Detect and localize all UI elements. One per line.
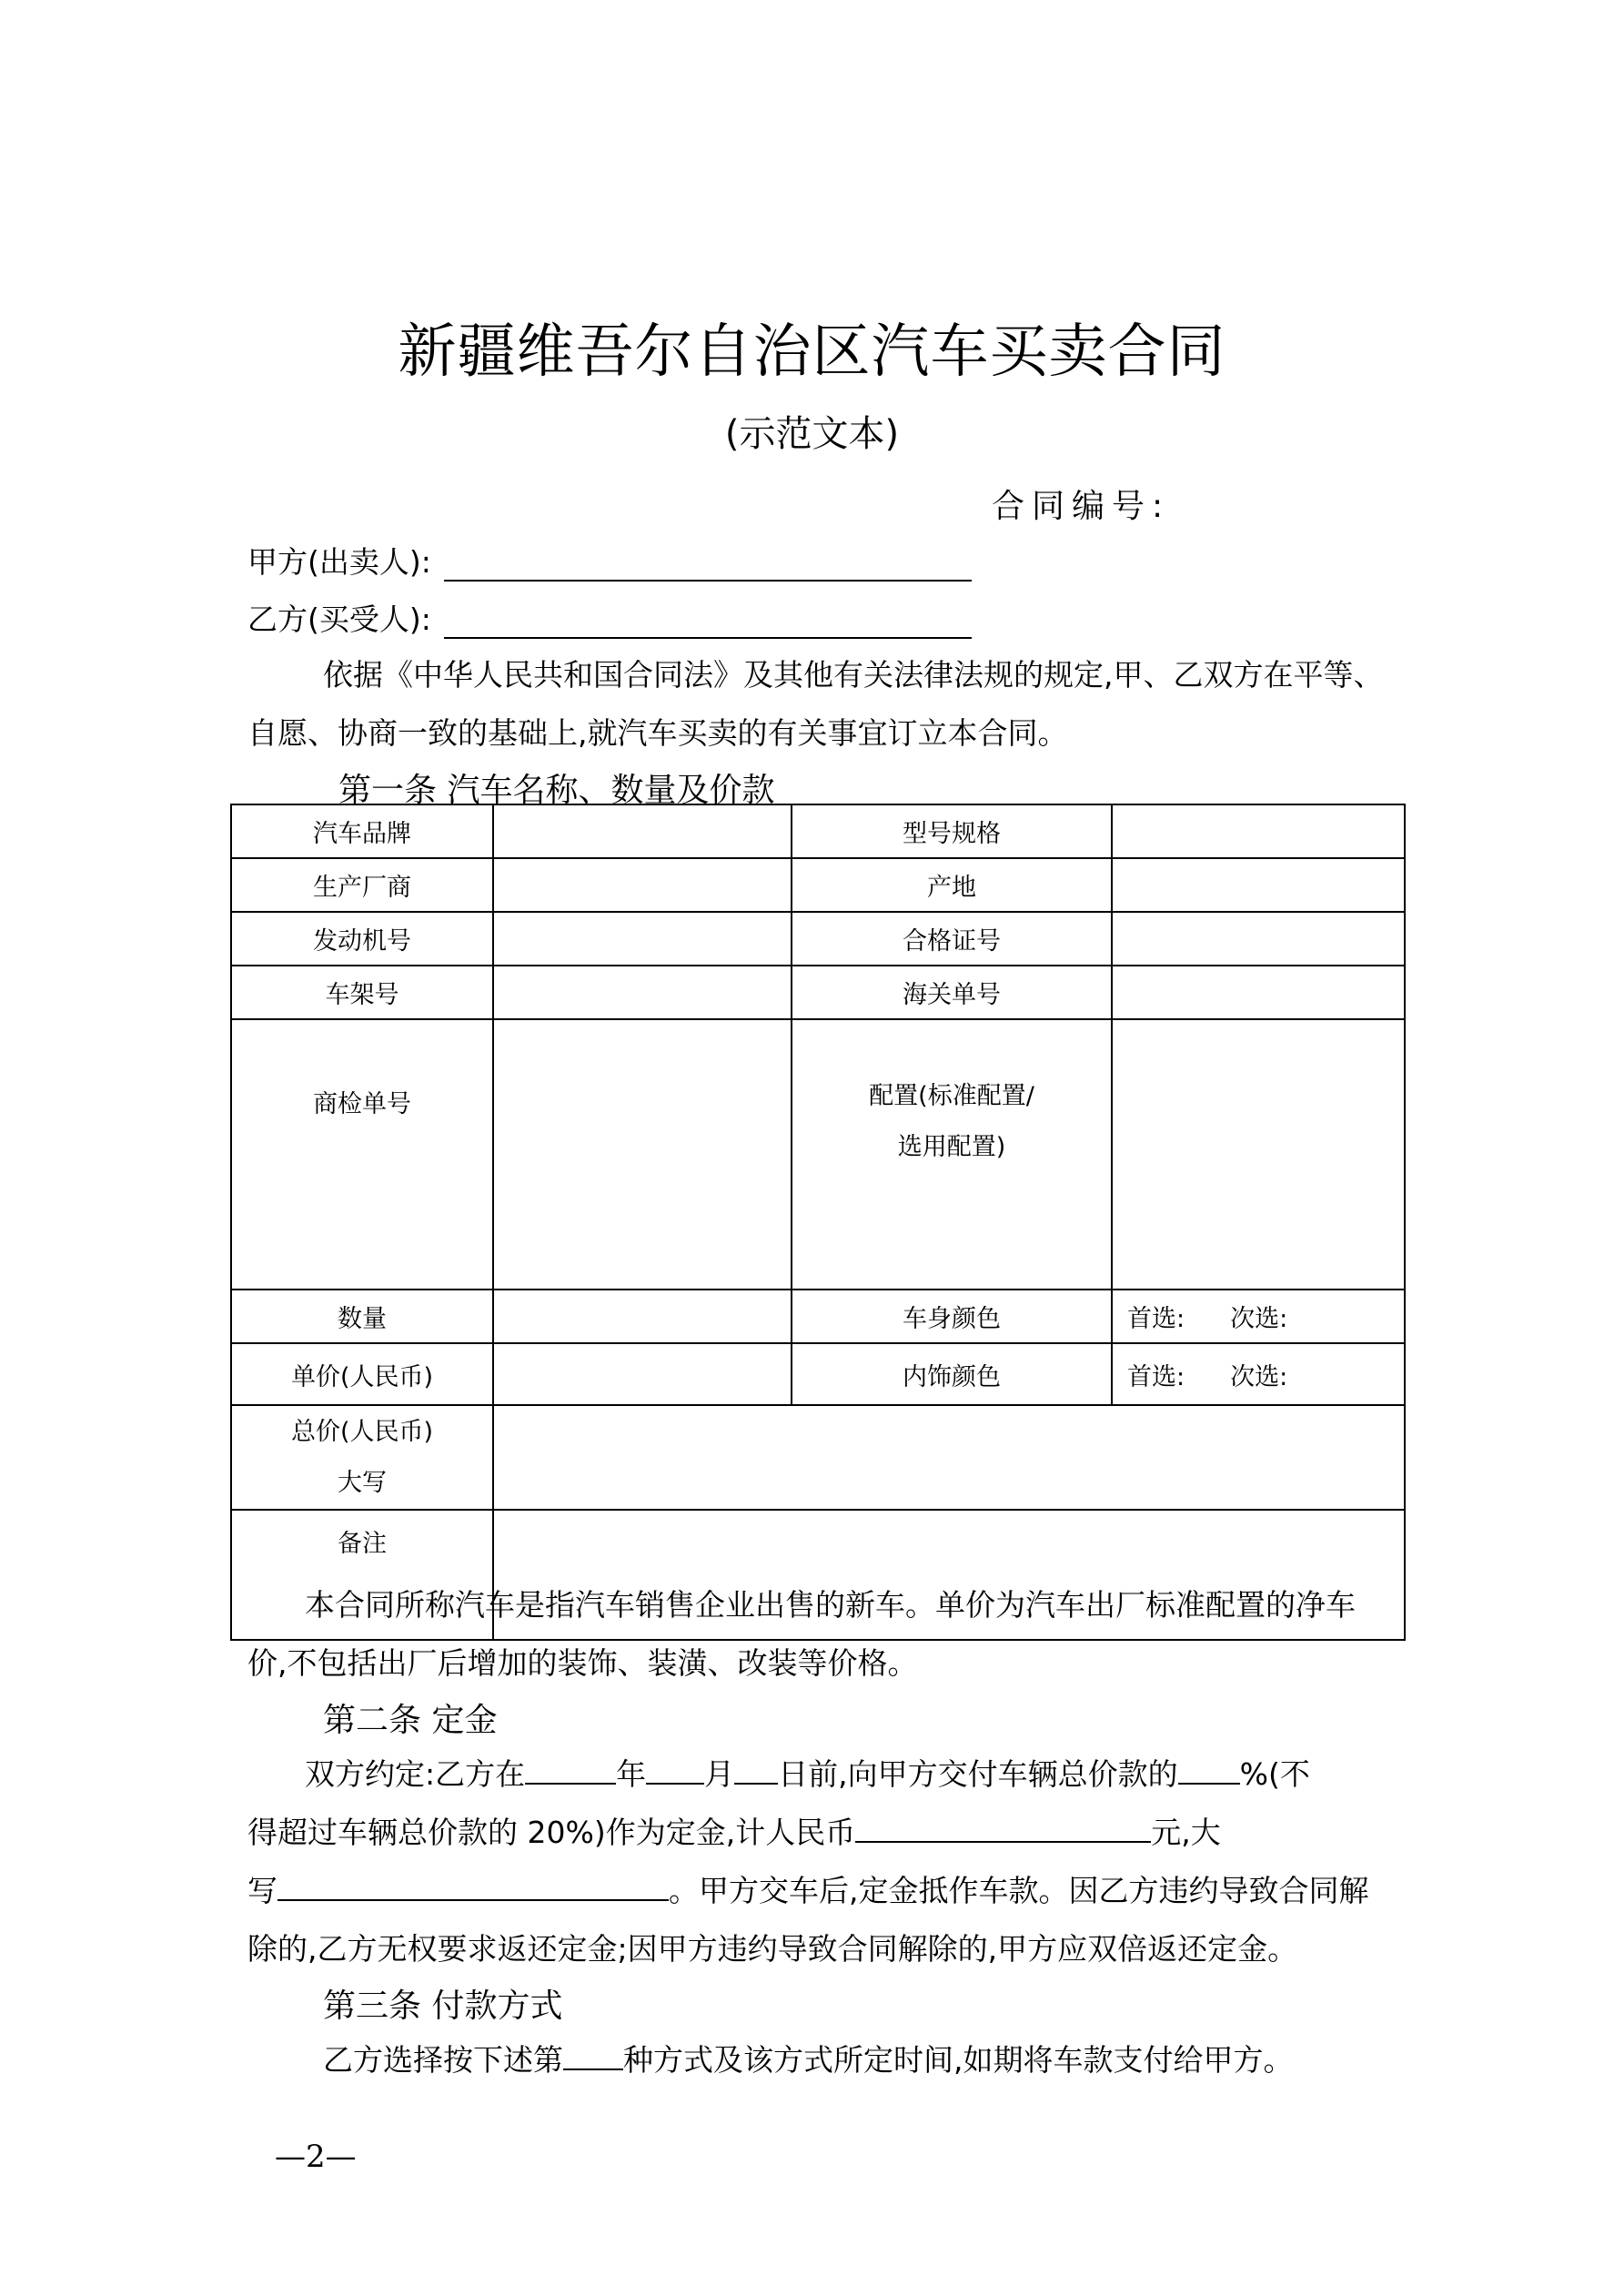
vehicle-spec-table (230, 804, 1406, 1641)
customs-no-label: 海关单号 (792, 966, 1112, 1019)
total-price-label (231, 1405, 493, 1510)
total-price-value[interactable] (493, 1405, 1405, 1510)
article-2-line-4: 除的,乙方无权要求返还定金;因甲方违约导致合同解除的,甲方应双倍返还定金。 (247, 1931, 1298, 1967)
interior-color-label: 内饰颜色 (792, 1343, 1112, 1405)
text: %(不 (1239, 1756, 1310, 1792)
body-color-label: 车身颜色 (792, 1290, 1112, 1343)
total-price-label-line-1: 总价(人民币) (290, 1417, 434, 1446)
article-2-line-1 (305, 1745, 1310, 1804)
origin-label: 产地 (792, 858, 1112, 912)
unit-price-label: 单价(人民币) (231, 1343, 493, 1405)
interior-color-value[interactable] (1112, 1343, 1405, 1405)
party-b-blank[interactable] (444, 610, 972, 639)
document-subtitle: (示范文本) (724, 413, 900, 455)
deposit-year-blank[interactable] (525, 1755, 616, 1785)
table-row (231, 858, 1405, 912)
model-value[interactable] (1112, 804, 1405, 858)
deposit-amount-words-blank[interactable] (277, 1872, 669, 1901)
text: 双方约定:乙方在 (305, 1756, 526, 1792)
config-value[interactable] (1112, 1019, 1405, 1290)
party-a-blank[interactable] (444, 552, 972, 582)
body-color-second-choice: 次选: (1230, 1305, 1288, 1333)
text: 元,大 (1151, 1815, 1221, 1850)
table-row (231, 1019, 1405, 1290)
body-color-first-choice: 首选: (1127, 1305, 1185, 1333)
interior-color-second-choice: 次选: (1230, 1362, 1288, 1391)
text: 种方式及该方式所定时间,如期将车款支付给甲方。 (623, 2042, 1294, 2078)
unit-price-value[interactable] (493, 1343, 792, 1405)
customs-no-value[interactable] (1112, 966, 1405, 1019)
intro-line-2: 自愿、协商一致的基础上,就汽车买卖的有关事宜订立本合同。 (247, 715, 1068, 751)
origin-value[interactable] (1112, 858, 1405, 912)
manufacturer-value[interactable] (493, 858, 792, 912)
table-row (231, 912, 1405, 966)
payment-method-blank[interactable] (563, 2041, 623, 2070)
text: 月 (704, 1756, 735, 1792)
article-1-heading: 第一条 汽车名称、数量及价款 (338, 772, 775, 809)
article-2-heading: 第二条 定金 (323, 1702, 498, 1739)
quantity-label: 数量 (231, 1290, 493, 1343)
table-row (231, 1343, 1405, 1405)
engine-no-label: 发动机号 (231, 912, 493, 966)
text: 年 (616, 1756, 647, 1792)
article-2-line-3 (247, 1862, 1369, 1920)
table-row (231, 966, 1405, 1019)
deposit-percent-blank[interactable] (1178, 1755, 1240, 1785)
deposit-amount-blank[interactable] (855, 1814, 1151, 1843)
party-a-label: 甲方(出卖人): (247, 544, 431, 580)
deposit-day-blank[interactable] (734, 1755, 778, 1785)
interior-color-first-choice: 首选: (1127, 1362, 1185, 1391)
frame-no-value[interactable] (493, 966, 792, 1019)
party-a-row (247, 539, 972, 582)
article-1-note-line-1: 本合同所称汽车是指汽车销售企业出售的新车。单价为汽车出厂标准配置的净车 (305, 1587, 1356, 1623)
table-row (231, 1290, 1405, 1343)
manufacturer-label: 生产厂商 (231, 858, 493, 912)
article-2-line-2 (247, 1804, 1221, 1862)
config-label-line-1: 配置(标准配置/ (869, 1082, 1034, 1110)
party-b-label: 乙方(买受人): (247, 602, 431, 637)
text: 得超过车辆总价款的 20%)作为定金,计人民币 (247, 1815, 856, 1850)
model-label: 型号规格 (792, 804, 1112, 858)
text: 乙方选择按下述第 (323, 2042, 563, 2078)
config-label (792, 1019, 1112, 1290)
article-3-heading: 第三条 付款方式 (323, 1988, 563, 2025)
contract-number-label: 合同编号: (992, 488, 1171, 525)
table-row (231, 804, 1405, 858)
page-number: —2— (275, 2139, 357, 2175)
frame-no-label: 车架号 (231, 966, 493, 1019)
party-b-row (247, 596, 972, 639)
config-label-line-2: 选用配置) (897, 1133, 1006, 1161)
brand-value[interactable] (493, 804, 792, 858)
intro-line-1: 依据《中华人民共和国合同法》及其他有关法律法规的规定,甲、乙双方在平等、 (323, 657, 1384, 693)
body-color-value[interactable] (1112, 1290, 1405, 1343)
quantity-value[interactable] (493, 1290, 792, 1343)
article-1-note-line-2: 价,不包括出厂后增加的装饰、装潢、改装等价格。 (247, 1645, 918, 1681)
remarks-label: 备注 (231, 1510, 493, 1640)
deposit-month-blank[interactable] (646, 1755, 704, 1785)
certificate-no-value[interactable] (1112, 912, 1405, 966)
text: 日前,向甲方交付车辆总价款的 (778, 1756, 1178, 1792)
text: 写 (247, 1873, 277, 1908)
brand-label: 汽车品牌 (231, 804, 493, 858)
document-title: 新疆维吾尔自治区汽车买卖合同 (398, 319, 1226, 386)
inspection-no-value[interactable] (493, 1019, 792, 1290)
engine-no-value[interactable] (493, 912, 792, 966)
total-price-label-line-2: 大写 (338, 1468, 387, 1497)
table-row (231, 1405, 1405, 1510)
certificate-no-label: 合格证号 (792, 912, 1112, 966)
text: 。甲方交车后,定金抵作车款。因乙方违约导致合同解 (669, 1873, 1369, 1908)
inspection-no-label: 商检单号 (231, 1019, 493, 1290)
article-3-line-1 (323, 2031, 1294, 2089)
